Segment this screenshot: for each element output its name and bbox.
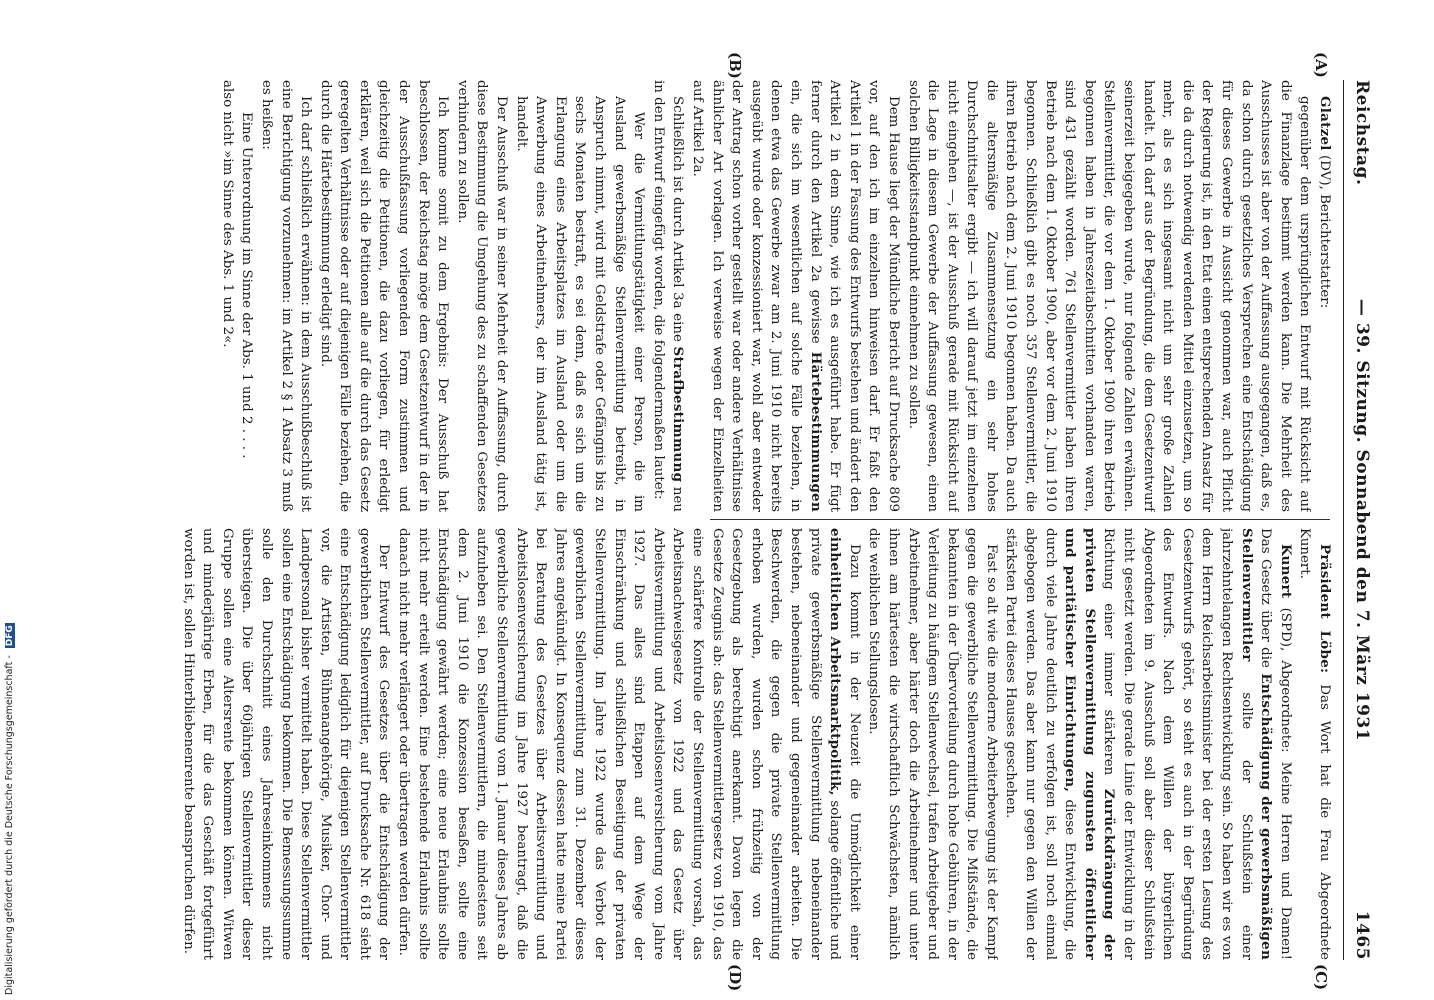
body-text: diese Entwicklung, die durch viele Jahre deutlich zu verfolgen ist, soll noch einmal abgebogen werden. Das aber kann nur gegen den Willen der stärksten Partei dieses Hauses geschehen.: [1003, 528, 1078, 960]
page-header: [1343, 80, 1374, 960]
dfg-logo: DFG: [5, 625, 15, 647]
body-text: Schließlich ist durch Artikel 3a eine: [670, 96, 686, 347]
left-column: [174, 80, 1334, 512]
left-column-paragraph: [256, 80, 315, 512]
body-text: Ich darf schließlich erwähnen: in dem Ausschußbeschluß ist eine Berichtigung vorzunehmen: im Artikel 2 § 1 Absatz 3 muß es heißen:: [258, 80, 314, 512]
digitization-footer: [4, 5, 18, 995]
body-text: also nicht »im Sinne des Abs. 1 und 2«.: [219, 80, 235, 348]
column-divider: [710, 519, 1330, 520]
body-text: Fast so alt wie die moderne Arbeiterbewegung ist der Kampf gegen die gewerbliche Stellenvermittlung. Die Mißstände, die bekannten in der Übervorteilung durch hohe Gebühren, in der Verleitung zu häufigem Stellenwechsel, trafen Arbeitgeber und Arbeitnehmer, aber härter doch die Arbeitnehmer und unter ihnen am härtesten die wirtschaftlich Schwächsten, nämlich die weiblichen Stellungslosen.: [866, 528, 999, 960]
body-text: solange öffentliche und private gewerbsmäßige Stellenvermittlung nebeneinander bestehen, nebeneinander und gegeneinander arbeiten. Die Beschwerden, die gegen die private Stellenvermittlung erhoben wurden, wurden schon frühzeitig von der Gesetzgebung als berechtigt anerkannt. Davon legen die Gesetze Zeugnis ab: das Stellenvermittlergesetz von 1910, das eine schärfere Kontrolle der Stellenvermittlung vorsah, das Arbeitsnachweisgesetz von 1922 und das Gesetz über Arbeitsvermittlung und Arbeitslosenversicherung vom Jahre 1927. Das alles sind Etappen auf dem Wege der Einschränkung und schließlichen Beseitigung der privaten Stellenvermittlung. Im Jahre 1922 wurde das Verbot der gewerblichen Stellenvermittlung zum 31. Dezember dieses Jahres angekündigt. In Konsequenz dessen hatte meine Partei bei Beratung des Gesetzes über Arbeitsvermittlung und Arbeitslosenversicherung im Jahre 1927 beantragt, daß die gewerbliche Stellenvermittlung vom 1. Januar dieses Jahres ab aufzuheben sei. Den Stellenvermittlern, die mindestens seit dem 2. Juni 1910 die Konzession besaßen, sollte eine Entschädigung gewährt werden; eine neue Erlaubnis sollte nicht mehr erteilt werden. Eine bestehende Erlaubnis sollte danach nicht mehr verlängert oder übertragen werden dürfen.: [396, 528, 843, 960]
right-column-paragraph: [1295, 528, 1334, 960]
left-column-paragraph: [237, 96, 257, 512]
emphasized-text: Härtebestimmungen: [807, 351, 824, 512]
right-column-paragraph: [394, 528, 864, 960]
right-column-paragraph: [1001, 528, 1295, 960]
body-text: Der Entwurf des Gesetzes über die Entschädigung der gewerblichen Stellenvermittler, auf Drucksache Nr. 618 sieht eine Entschädigung lediglich für diejenigen Stellenvermittler vor, die Artisten, Bühnenangehörige, Musiker, Chor- und Landpersonal bisher vermittelt haben. Diese Stellenvermittler sollen eine Entschädigung bekommen. Die Bemessungssumme solle den Durchschnitt eines Jahreseinkommens nicht übersteigen. Die über 60jährigen Stellenvermittler dieser Gruppe sollen eine Altersrente bekommen können. Witwen und minderjährige Erben, für die das Geschäft fortgeführt worden ist, sollen Hinterbliebenenrente beanspruchen dürfen.: [180, 528, 392, 960]
body-text: Ich komme somit zu dem Ergebnis: Der Ausschuß hat beschlossen, der Reichstag möge dem Gesetzentwurf in der in der Ausschußfassung vorliegenden Form zustimmen und gleichzeitig die Petitionen, die dazu vorliegen, für erledigt erklären, weil sich die Petitionen alle auf die durch das Gesetz geregelten Verhältnisse oder auf diejenigen Fälle beziehen, die durch die Härtebestimmung erledigt sind.: [317, 80, 451, 512]
margin-marker-b: (B): [726, 52, 744, 79]
body-text: Dem Hause liegt der Mündliche Bericht auf Drucksache 809 vor, auf den ich im einzelnen hinweisen darf. Er faßt den Artikel 1 in der Fassung des Entwurfs bestehen und ändert den Artikel 2 in dem Sinne, wie ich es ausgeführt habe. Er fügt ferner durch den Artikel 2a gewisse: [807, 80, 901, 512]
emphasized-text: einheitlichen Arbeitsmarktpolitik,: [827, 528, 844, 796]
page-number: 1465: [1352, 910, 1372, 960]
right-column: [174, 528, 1334, 960]
right-column-paragraph: [178, 528, 394, 960]
emphasized-text: Zurückdrängung der privaten Stellenvermittlung zugunsten öffentlicher und paritätischer Einrichtungen,: [1062, 528, 1118, 960]
body-text: (SPD), Abgeordnete: Meine Herren und Damen! Das Gesetz über die: [1258, 528, 1293, 960]
left-column-paragraph: [452, 80, 511, 512]
margin-marker-c: (C): [1312, 964, 1330, 991]
body-text: Das Wort hat die Frau Abgeordnete Kunert.: [1297, 528, 1332, 960]
left-column-paragraph: [217, 80, 237, 512]
body-text: neu in den Entwurf eingefügt worden, die folgendermaßen lautet:: [650, 80, 686, 512]
margin-marker-a: (A): [1312, 52, 1330, 78]
header-title: — 39. Sitzung. Sonnabend den 7. März 1931: [1352, 298, 1372, 742]
body-text: Wer die Vermittlungstätigkeit einer Person, die im Ausland gewerbsmäßige Stellenvermittlung betreibt, in Anspruch nimmt, wird mit Geldstrafe oder Gefängnis bis zu sechs Monaten bestraft, es sei denn, daß es sich um die Erlangung eines Arbeitsplatzes im Ausland oder um die Anwerbung eines Arbeitnehmers, der im Ausland tätig ist, handelt.: [513, 96, 647, 512]
left-column-paragraph: [687, 80, 903, 512]
margin-marker-d: (D): [726, 964, 744, 992]
left-column-paragraph: [903, 80, 1314, 512]
body-text: (DV), Berichterstatter:: [1317, 150, 1332, 309]
footer-text: [4, 623, 15, 995]
emphasized-text: Strafbestimmung: [670, 346, 687, 483]
footer-credit: Digitalisierung gefördert durch die Deutsche Forschungsgemeinschaft -: [4, 655, 15, 995]
left-column-paragraph: [648, 80, 687, 512]
emphasized-text: Präsident Löbe:: [1317, 544, 1333, 674]
emphasized-text: Entschädigung der gewerbsmäßigen Stellenvermittler: [1238, 528, 1275, 960]
left-column-paragraph: [511, 96, 648, 512]
body-text: Dazu kommt in der Neuzeit die Unmöglichkeit einer: [846, 544, 862, 960]
emphasized-text: Glatzel: [1317, 96, 1333, 151]
body-text: Eine Unterordnung im Sinne der Abs. 1 und 2 . . . .: [239, 112, 255, 459]
right-column-paragraph: [864, 528, 1001, 960]
left-column-paragraph: [1314, 80, 1334, 512]
emphasized-text: Kunert: [1277, 544, 1294, 599]
left-column-paragraph: [315, 80, 452, 512]
header-left: Reichstag.: [1352, 80, 1372, 186]
body-text: gegenüber dem ursprünglichen Entwurf mit Rücksicht auf die Finanzlage bestimmt werden kann. Die Mehrheit des Ausschusses ist aber von der Auffassung ausgegangen, daß es, da schon durch gesetzliches Versprechen eine Entschädigung für dieses Gewerbe in Aussicht genommen war, auch Pflicht der Regierung ist, in den Etat einen entsprechenden Ansatz für die da durch notwendig werdenden Mittel einzusetzen, um so mehr, als es sich insgesamt nicht um sehr große Zahlen handelt. Ich darf aus der Begründung, die dem Gesetzentwurf seinerzeit beigegeben wurde, nur folgende Zahlen erwähnen. Stellenvermittler, die vor dem 1. Oktober 1900 ihren Betrieb begonnen haben in Jahreszeitabschnitten vorhanden waren, sind 431 gezählt worden. 761 Stellenvermittler haben ihren Betrieb nach dem 1. Oktober 1900, aber vor dem 2. Juni 1910 begonnen. Schließlich gibt es noch 357 Stellenvermittler, die ihren Betrieb nach dem 2. Juni 1910 begonnen haben. Da auch die altersmäßige Zusammensetzung ein sehr hohes Durchschnittsalter ergibt — ich will darauf jetzt im einzelnen nicht eingehen —, ist der Ausschuß gerade mit Rücksicht auf die Lage in diesem Gewerbe der Auffassung gewesen, einen solchen Billigkeitsstandpunkt einnehmen zu sollen.: [905, 80, 1313, 512]
body-text: ein, die sich im wesentlichen auf solche Fälle beziehen, in denen etwa das Gewerbe zwar am 2. Juni 1910 nicht bereits ausgeübt wurde oder konzessioniert war, wohl aber entweder der Antrag schon vorher gestellt war oder andere Verhältnisse ähnlicher Art vorlagen. Ich verweise wegen der Einzelheiten auf Artikel 2a.: [690, 80, 803, 512]
body-text: Der Ausschuß war in seiner Mehrheit der Auffassung, durch diese Bestimmung die Umgehung des zu schaffenden Gesetzes verhindern zu sollen.: [454, 80, 510, 512]
body-text: sollte der Schlußstein einer jahrzehntelangen Rechtsentwicklung sein. So haben wir es von dem Herrn Reichsarbeitsminister bei der ersten Lesung des Gesetzentwurfs gehört, so steht es auch in der Begründung des Entwurfs. Nach dem Willen der bürgerlichen Abgeordneten im 9. Ausschuß soll aber dieser Schlußstein nicht gesetzt werden. Die gerade Linie der Entwicklung in der Richtung einer immer stärkeren: [1101, 528, 1254, 960]
